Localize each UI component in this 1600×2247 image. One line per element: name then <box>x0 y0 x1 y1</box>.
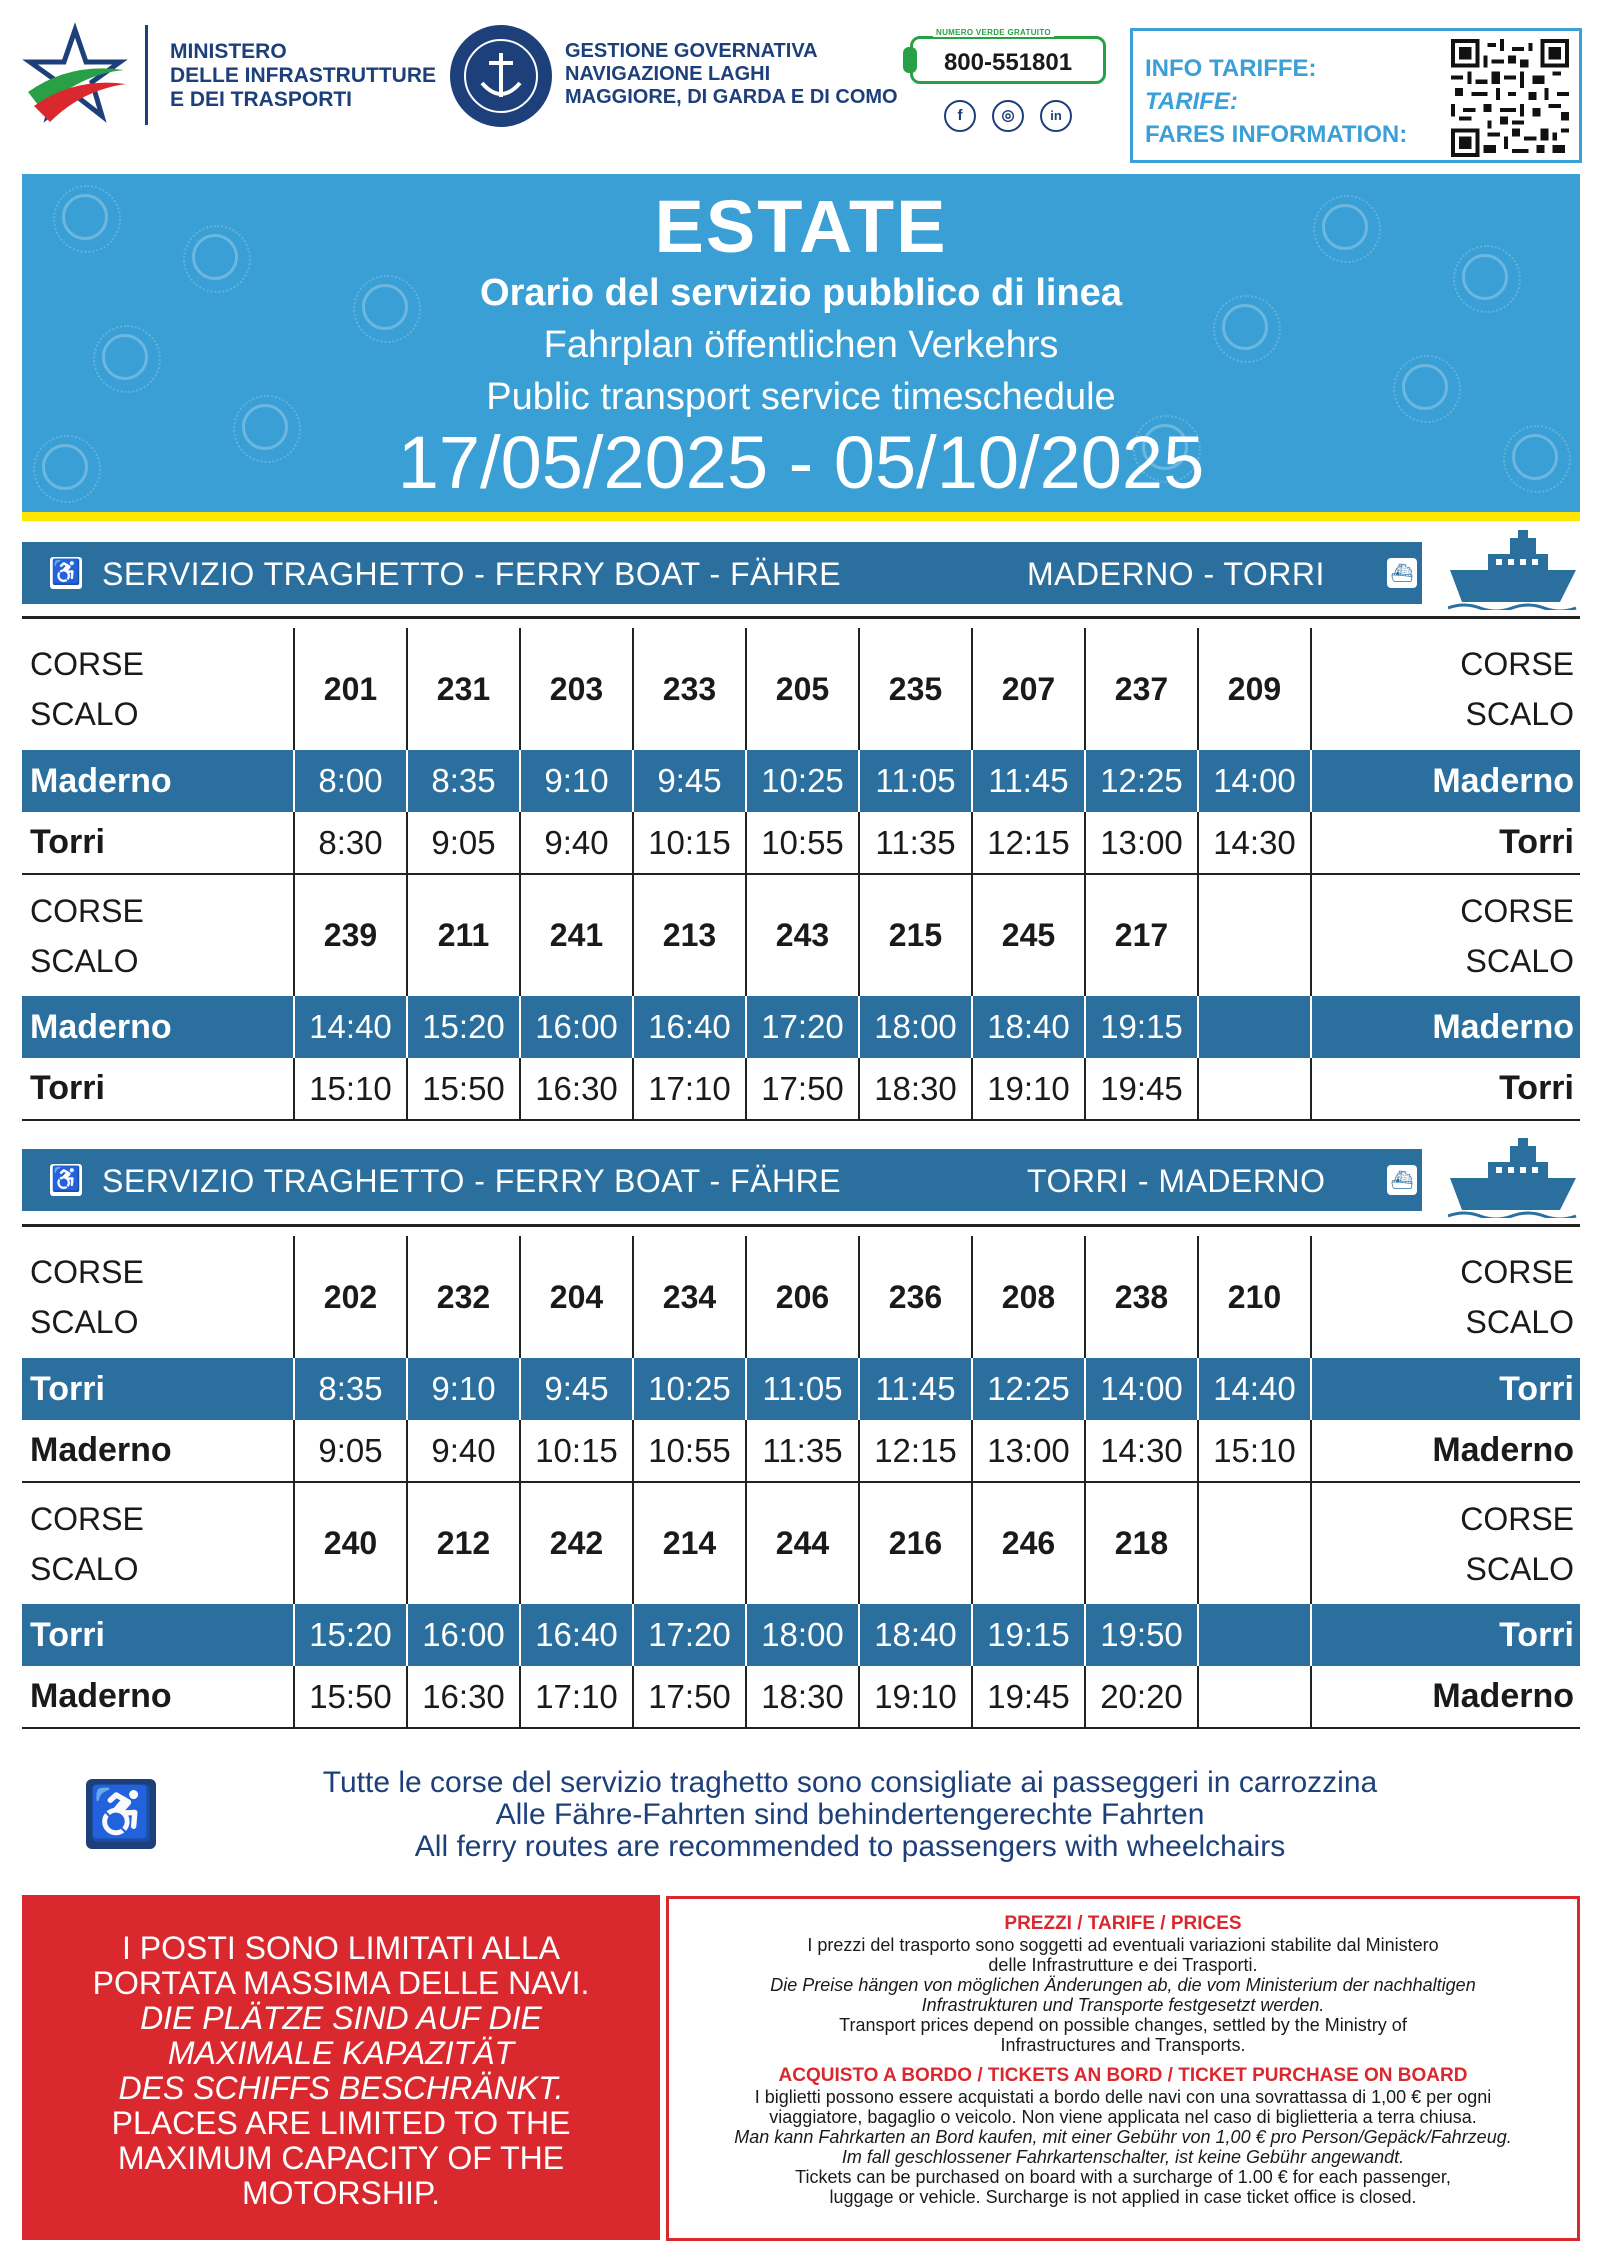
notice-line: I POSTI SONO LIMITATI ALLA <box>121 1930 561 1966</box>
table-top-rule <box>22 1224 1580 1227</box>
time-cell: 18:00 <box>746 1604 859 1666</box>
run-number: 212 <box>407 1482 520 1604</box>
time-cell: 16:00 <box>407 1604 520 1666</box>
time-cell: 17:50 <box>746 1058 859 1120</box>
time-cell: 9:40 <box>407 1420 520 1482</box>
ferry-icon: ⛴ <box>1387 1165 1417 1195</box>
time-cell: 13:00 <box>1085 812 1198 874</box>
stop-name: Torri <box>1311 1058 1580 1120</box>
time-cell: 20:20 <box>1085 1666 1198 1728</box>
stop-name: Maderno <box>22 1420 294 1482</box>
section-header-maderno-torri <box>22 542 1422 604</box>
run-number <box>1198 1482 1311 1604</box>
time-cell: 12:15 <box>859 1420 972 1482</box>
time-cell: 11:45 <box>972 750 1085 812</box>
accessibility-note-de: Alle Fähre-Fahrten sind behindertengerechte Fahrten <box>495 1798 1205 1831</box>
run-number: 234 <box>633 1236 746 1358</box>
service-label: SERVIZIO TRAGHETTO - FERRY BOAT - FÄHRE <box>102 1163 842 1199</box>
run-number: 217 <box>1085 874 1198 996</box>
time-cell: 9:40 <box>520 812 633 874</box>
run-number: 216 <box>859 1482 972 1604</box>
ship-icon <box>1448 1138 1578 1218</box>
ministry-line: MINISTERO <box>170 40 287 63</box>
time-cell <box>1198 1058 1311 1120</box>
time-cell: 19:15 <box>972 1604 1085 1666</box>
time-cell: 15:20 <box>294 1604 407 1666</box>
run-number: 218 <box>1085 1482 1198 1604</box>
time-cell: 10:15 <box>633 812 746 874</box>
time-cell: 9:05 <box>407 812 520 874</box>
stop-name: Maderno <box>1311 1420 1580 1482</box>
stop-name: Maderno <box>22 996 294 1058</box>
time-cell: 15:10 <box>294 1058 407 1120</box>
time-cell: 14:30 <box>1085 1420 1198 1482</box>
time-cell <box>1198 1666 1311 1728</box>
run-number: 207 <box>972 628 1085 750</box>
notice-line: PLACES ARE LIMITED TO THE <box>111 2105 571 2141</box>
arrival-row <box>22 1420 1580 1482</box>
stop-name: Torri <box>1311 812 1580 874</box>
stop-name: Maderno <box>22 750 294 812</box>
notice-line: MAXIMUM CAPACITY OF THE <box>117 2140 565 2176</box>
onboard-line: luggage or vehicle. Surcharge is not applied in case ticket office is closed. <box>829 2187 1417 2207</box>
runs-row <box>22 1482 1580 1604</box>
banner-accent-stripe <box>22 512 1580 521</box>
time-cell: 10:25 <box>746 750 859 812</box>
run-number: 241 <box>520 874 633 996</box>
runs-row <box>22 1236 1580 1358</box>
run-number: 208 <box>972 1236 1085 1358</box>
qr-code[interactable] <box>1451 39 1569 157</box>
time-cell: 17:20 <box>633 1604 746 1666</box>
prices-heading: PREZZI / TARIFE / PRICES <box>1004 1913 1242 1934</box>
departure-row <box>22 996 1580 1058</box>
stop-name: Torri <box>22 1358 294 1420</box>
departure-row <box>22 750 1580 812</box>
validity-dates: 17/05/2025 - 05/10/2025 <box>397 421 1205 504</box>
stop-name: Torri <box>1311 1358 1580 1420</box>
onboard-line: Im fall geschlossener Fahrkartenschalter, ist keine Gebühr angewandt. <box>841 2147 1405 2167</box>
ship-icon <box>1448 530 1578 610</box>
run-number: 205 <box>746 628 859 750</box>
time-cell <box>1198 996 1311 1058</box>
stop-name: Maderno <box>22 1666 294 1728</box>
phone-number: 800-551801 <box>943 49 1073 76</box>
time-cell: 18:40 <box>972 996 1085 1058</box>
time-cell: 19:15 <box>1085 996 1198 1058</box>
time-cell: 19:10 <box>859 1666 972 1728</box>
accessibility-note-it: Tutte le corse del servizio traghetto sono consigliate ai passeggeri in carrozzina <box>322 1766 1378 1799</box>
run-number: 245 <box>972 874 1085 996</box>
wheelchair-icon: ♿ <box>50 557 82 589</box>
stop-name: Torri <box>22 812 294 874</box>
time-cell: 16:00 <box>520 996 633 1058</box>
ferry-icon: ⛴ <box>1387 558 1417 588</box>
time-cell: 19:50 <box>1085 1604 1198 1666</box>
stop-name: Maderno <box>1311 996 1580 1058</box>
arrival-row <box>22 1666 1580 1728</box>
onboard-line: Man kann Fahrkarten an Bord kaufen, mit einer Gebühr von 1,00 € pro Person/Gepäck/Fahrzeug. <box>734 2127 1512 2147</box>
time-cell: 15:20 <box>407 996 520 1058</box>
time-cell: 10:25 <box>633 1358 746 1420</box>
run-number: 211 <box>407 874 520 996</box>
corse-scalo-label: CORSE SCALO <box>22 1236 294 1358</box>
prices-line: Infrastrukturen und Transporte festgesetzt werden. <box>921 1995 1325 2015</box>
run-number <box>1198 874 1311 996</box>
run-number: 240 <box>294 1482 407 1604</box>
notice-line: MOTORSHIP. <box>242 2175 440 2211</box>
run-number: 231 <box>407 628 520 750</box>
time-cell: 16:40 <box>633 996 746 1058</box>
toll-free-number[interactable] <box>910 28 1106 84</box>
fares-info-box <box>1130 28 1582 163</box>
wheelchair-icon: ♿ <box>86 1779 156 1849</box>
info-line: TARIFE: <box>1145 88 1238 115</box>
prices-line: Die Preise hängen von möglichen Änderungen ab, die vom Ministerium der nachhaltigen <box>770 1975 1476 1995</box>
time-cell: 11:05 <box>859 750 972 812</box>
corse-scalo-label: CORSE SCALO <box>22 628 294 750</box>
time-cell: 19:45 <box>972 1666 1085 1728</box>
time-cell: 8:35 <box>407 750 520 812</box>
capacity-notice <box>22 1895 660 2240</box>
run-number: 233 <box>633 628 746 750</box>
time-cell: 19:45 <box>1085 1058 1198 1120</box>
time-cell: 12:25 <box>1085 750 1198 812</box>
prices-line: I prezzi del trasporto sono soggetti ad eventuali variazioni stabilite dal Ministero <box>807 1935 1439 1955</box>
info-line: FARES INFORMATION: <box>1145 121 1408 148</box>
run-number: 243 <box>746 874 859 996</box>
corse-scalo-label: CORSE SCALO <box>22 874 294 996</box>
time-cell: 9:45 <box>520 1358 633 1420</box>
time-cell: 9:05 <box>294 1420 407 1482</box>
time-cell: 16:40 <box>520 1604 633 1666</box>
corse-scalo-label: CORSE SCALO <box>1460 1254 1574 1340</box>
season-banner <box>22 174 1580 512</box>
navigation-logo <box>450 25 552 127</box>
ministry-line: DELLE INFRASTRUTTURE <box>170 64 436 87</box>
run-number: 202 <box>294 1236 407 1358</box>
prices-line: Infrastructures and Transports. <box>1000 2035 1246 2055</box>
corse-scalo-label: CORSE SCALO <box>22 1482 294 1604</box>
time-cell: 9:10 <box>520 750 633 812</box>
time-cell: 11:05 <box>746 1358 859 1420</box>
time-cell: 12:25 <box>972 1358 1085 1420</box>
navigation-line: MAGGIORE, DI GARDA E DI COMO <box>565 86 898 108</box>
time-cell: 15:10 <box>1198 1420 1311 1482</box>
run-number: 203 <box>520 628 633 750</box>
wheelchair-icon: ♿ <box>50 1164 82 1196</box>
arrival-row <box>22 812 1580 874</box>
run-number: 232 <box>407 1236 520 1358</box>
run-number: 215 <box>859 874 972 996</box>
stop-name: Torri <box>22 1058 294 1120</box>
time-cell: 17:50 <box>633 1666 746 1728</box>
subtitle-de: Fahrplan öffentlichen Verkehrs <box>543 324 1059 366</box>
runs-row <box>22 628 1580 750</box>
time-cell: 14:40 <box>1198 1358 1311 1420</box>
facebook-icon[interactable]: f <box>944 100 976 132</box>
prices-line: delle Infrastrutture e dei Trasporti. <box>988 1955 1258 1975</box>
run-number: 236 <box>859 1236 972 1358</box>
season-title: ESTATE <box>654 185 948 268</box>
notice-line: MAXIMALE KAPAZITÄT <box>167 2035 515 2071</box>
time-cell: 11:45 <box>859 1358 972 1420</box>
time-cell: 8:35 <box>294 1358 407 1420</box>
onboard-line: Tickets can be purchased on board with a surcharge of 1.00 € for each passenger, <box>795 2167 1451 2187</box>
timetable-torri-maderno <box>22 1236 1580 1729</box>
timetable-maderno-torri <box>22 628 1580 1121</box>
navigation-line: GESTIONE GOVERNATIVA <box>565 40 818 62</box>
navigation-line: NAVIGAZIONE LAGHI <box>565 63 771 85</box>
subtitle-en: Public transport service timeschedule <box>486 376 1116 418</box>
instagram-icon[interactable]: ◎ <box>992 100 1024 132</box>
time-cell: 18:30 <box>746 1666 859 1728</box>
corse-scalo-label: CORSE SCALO <box>1460 892 1574 979</box>
time-cell: 13:00 <box>972 1420 1085 1482</box>
time-cell: 16:30 <box>407 1666 520 1728</box>
time-cell: 10:55 <box>746 812 859 874</box>
run-number: 244 <box>746 1482 859 1604</box>
time-cell: 17:20 <box>746 996 859 1058</box>
run-number: 213 <box>633 874 746 996</box>
time-cell: 15:50 <box>407 1058 520 1120</box>
time-cell <box>1198 1604 1311 1666</box>
run-number: 214 <box>633 1482 746 1604</box>
run-number: 206 <box>746 1236 859 1358</box>
run-number: 239 <box>294 874 407 996</box>
accessibility-note-en: All ferry routes are recommended to passengers with wheelchairs <box>414 1830 1286 1863</box>
run-number: 238 <box>1085 1236 1198 1358</box>
prices-info <box>666 1896 1580 2241</box>
time-cell: 12:15 <box>972 812 1085 874</box>
onboard-heading: ACQUISTO A BORDO / TICKETS AN BORD / TICKET PURCHASE ON BOARD <box>778 2065 1468 2086</box>
stop-name: Maderno <box>1311 750 1580 812</box>
service-label: SERVIZIO TRAGHETTO - FERRY BOAT - FÄHRE <box>102 556 842 592</box>
time-cell: 18:00 <box>859 996 972 1058</box>
navigation-name <box>565 40 898 109</box>
time-cell: 8:00 <box>294 750 407 812</box>
run-number: 237 <box>1085 628 1198 750</box>
ministry-name <box>170 40 436 112</box>
page-header <box>0 0 1600 175</box>
run-number: 246 <box>972 1482 1085 1604</box>
time-cell: 14:00 <box>1198 750 1311 812</box>
time-cell: 8:30 <box>294 812 407 874</box>
time-cell: 14:30 <box>1198 812 1311 874</box>
linkedin-icon[interactable]: in <box>1040 100 1072 132</box>
runs-row <box>22 874 1580 996</box>
time-cell: 9:10 <box>407 1358 520 1420</box>
time-cell: 11:35 <box>859 812 972 874</box>
run-number: 235 <box>859 628 972 750</box>
onboard-line: viaggiatore, bagaglio o veicolo. Non viene applicata nel caso di biglietteria a terra chiusa. <box>769 2107 1477 2127</box>
time-cell: 19:10 <box>972 1058 1085 1120</box>
route-label: MADERNO - TORRI <box>1027 556 1325 592</box>
ministry-line: E DEI TRASPORTI <box>170 88 353 111</box>
run-number: 201 <box>294 628 407 750</box>
info-line: INFO TARIFFE: <box>1145 55 1317 82</box>
section-header-torri-maderno <box>22 1149 1422 1211</box>
stop-name: Torri <box>22 1604 294 1666</box>
time-cell: 14:40 <box>294 996 407 1058</box>
notice-line: DIE PLÄTZE SIND AUF DIE <box>140 2000 542 2036</box>
time-cell: 18:30 <box>859 1058 972 1120</box>
time-cell: 15:50 <box>294 1666 407 1728</box>
run-number: 209 <box>1198 628 1311 750</box>
onboard-line: I biglietti possono essere acquistati a bordo delle navi con una sovrattassa di 1,00 € per ogni <box>754 2087 1492 2107</box>
notice-line: DES SCHIFFS BESCHRÄNKT. <box>118 2070 564 2106</box>
arrival-row <box>22 1058 1580 1120</box>
time-cell: 10:15 <box>520 1420 633 1482</box>
notice-line: PORTATA MASSIMA DELLE NAVI. <box>92 1965 590 2001</box>
table-top-rule <box>22 616 1580 619</box>
prices-line: Transport prices depend on possible changes, settled by the Ministry of <box>839 2015 1407 2035</box>
run-number: 204 <box>520 1236 633 1358</box>
toll-free-tag: NUMERO VERDE GRATUITO <box>933 28 1054 37</box>
subtitle-it: Orario del servizio pubblico di linea <box>480 272 1122 314</box>
time-cell: 17:10 <box>633 1058 746 1120</box>
ministry-logo <box>20 22 130 132</box>
corse-scalo-label: CORSE SCALO <box>1460 1500 1574 1587</box>
time-cell: 14:00 <box>1085 1358 1198 1420</box>
time-cell: 11:35 <box>746 1420 859 1482</box>
time-cell: 17:10 <box>520 1666 633 1728</box>
departure-row <box>22 1604 1580 1666</box>
corse-scalo-label: CORSE SCALO <box>1460 646 1574 732</box>
time-cell: 9:45 <box>633 750 746 812</box>
stop-name: Maderno <box>1311 1666 1580 1728</box>
route-label: TORRI - MADERNO <box>1027 1163 1326 1199</box>
header-divider <box>145 25 148 125</box>
time-cell: 16:30 <box>520 1058 633 1120</box>
departure-row <box>22 1358 1580 1420</box>
time-cell: 18:40 <box>859 1604 972 1666</box>
time-cell: 10:55 <box>633 1420 746 1482</box>
run-number: 242 <box>520 1482 633 1604</box>
run-number: 210 <box>1198 1236 1311 1358</box>
stop-name: Torri <box>1311 1604 1580 1666</box>
